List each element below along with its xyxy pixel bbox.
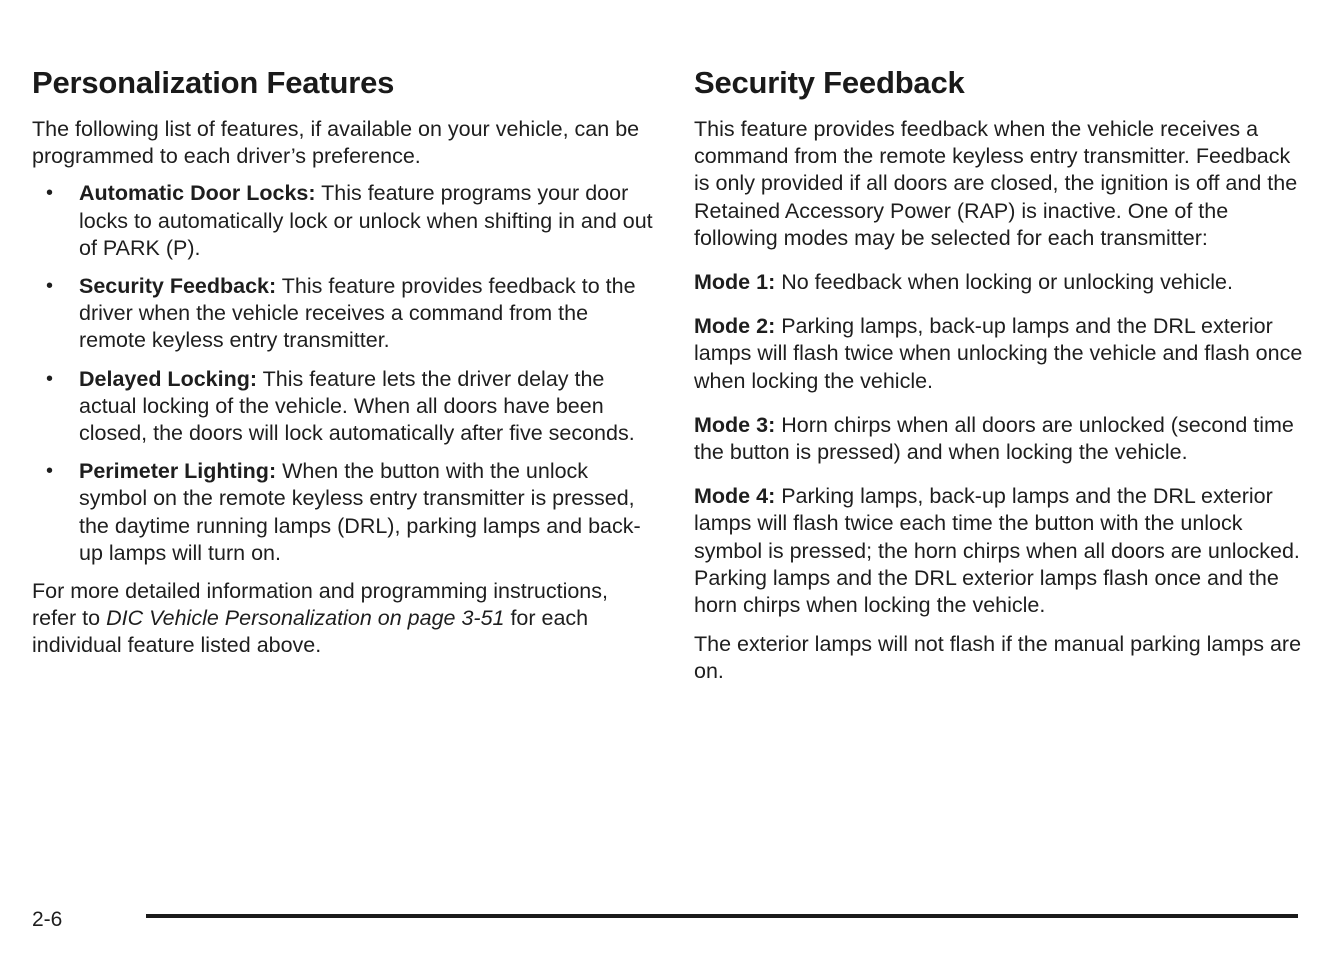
mode-3-paragraph: [694, 412, 1309, 466]
mode-label: Mode 2:: [694, 314, 776, 339]
bullet-icon: •: [46, 182, 54, 205]
mode-label: Mode 4:: [694, 484, 776, 509]
feature-description: This feature provides feedback to the driver when the vehicle receives a command from the remote keyless entry transmitter.: [79, 274, 636, 353]
mode-2-paragraph: [694, 313, 1309, 395]
mode-description: No feedback when locking or unlocking vehicle.: [775, 270, 1233, 295]
mode-description: Parking lamps, back-up lamps and the DRL exterior lamps will flash twice when unlocking the vehicle and flash once when locking the vehicle.: [694, 314, 1303, 393]
feature-term: Delayed Locking:: [79, 366, 258, 391]
list-item-security-feedback: [32, 273, 657, 355]
section-title-security-feedback: Security Feedback: [694, 65, 965, 100]
list-item-delayed-locking: [32, 366, 657, 448]
page-number: 2-6: [32, 908, 63, 931]
security-feedback-intro: This feature provides feedback when the vehicle receives a command from the remote keyless entry transmitter. Feedback is only provided if all doors are closed, the ignition is off and the Retained Accessory Power (RAP) is inactive. One of the following modes may be selected for each transmitter:: [694, 117, 1298, 250]
mode-label: Mode 1:: [694, 270, 776, 295]
feature-term: Perimeter Lighting:: [79, 459, 277, 484]
outro-text-after: for each individual feature listed above.: [32, 606, 589, 658]
mode-description: Parking lamps, back-up lamps and the DRL exterior lamps will flash twice each time the button with the unlock symbol is pressed; the horn chirps when all doors are unlocked. Parking lamps and the DRL exterior lamps flash once and the horn chirps when locking the vehicle.: [694, 484, 1300, 618]
list-item-perimeter-lighting: [32, 458, 657, 567]
left-column: [32, 64, 657, 660]
feature-description: This feature programs your door locks to automatically lock or unlock when shifting in and out of PARK (P).: [79, 181, 653, 260]
mode-label: Mode 3:: [694, 412, 776, 437]
mode-4-paragraph: [694, 483, 1309, 619]
list-item-automatic-door-locks: [32, 180, 657, 262]
feature-description: This feature lets the driver delay the actual locking of the vehicle. When all doors have been closed, the doors will lock automatically after five seconds.: [79, 366, 635, 446]
personalization-outro: [32, 578, 657, 660]
footer-divider: [146, 914, 1298, 918]
mode-description: Horn chirps when all doors are unlocked (second time the button is pressed) and when locking the vehicle.: [694, 412, 1294, 465]
personalization-intro: The following list of features, if available on your vehicle, can be programmed to each driver’s preference.: [32, 117, 640, 169]
feature-term: Security Feedback:: [79, 274, 277, 299]
feature-description: When the button with the unlock symbol on the remote keyless entry transmitter is pressed, the daytime running lamps (DRL), parking lamps and back-up lamps will turn on.: [79, 459, 641, 565]
bullet-icon: •: [46, 460, 54, 483]
mode-1-paragraph: [694, 269, 1309, 296]
section-title-personalization: Personalization Features: [32, 65, 395, 100]
bullet-icon: •: [46, 275, 54, 298]
outro-text-before: For more detailed information and programming instructions, refer to: [32, 579, 608, 631]
page-reference-link[interactable]: DIC Vehicle Personalization on page 3-51: [106, 606, 505, 631]
feature-list: [32, 180, 657, 567]
closing-note: The exterior lamps will not flash if the manual parking lamps are on.: [694, 632, 1302, 684]
bullet-icon: •: [46, 367, 54, 390]
right-column: [694, 64, 1309, 686]
feature-term: Automatic Door Locks:: [79, 181, 316, 206]
